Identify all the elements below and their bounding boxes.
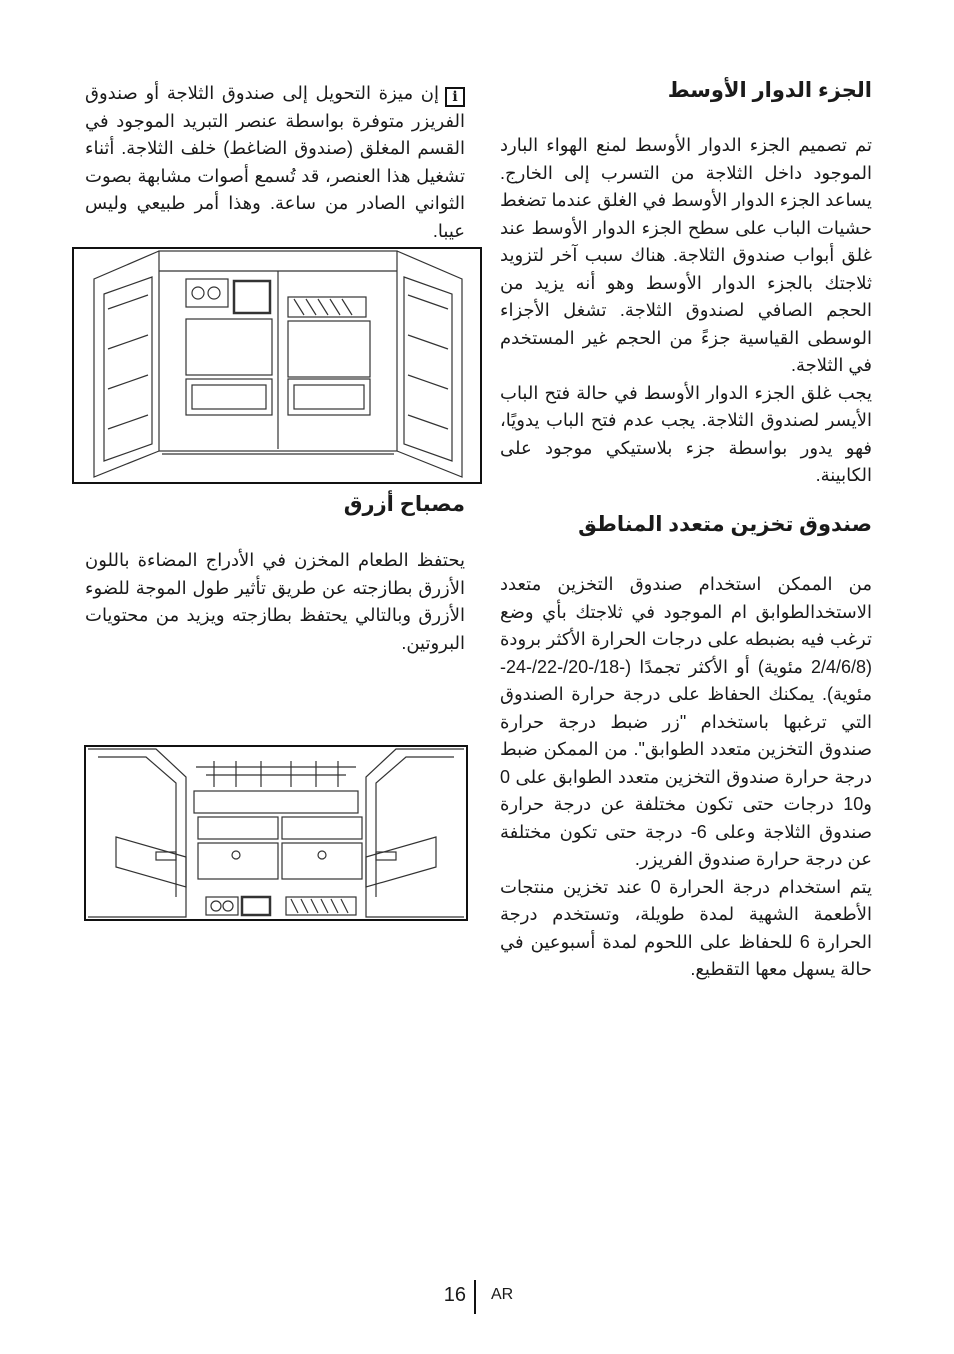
info-note: [85, 80, 465, 245]
fridge-drawers-illustration: [84, 745, 468, 921]
heading-middle-part: الجزء الدوار الأوسط: [667, 79, 872, 102]
middle-part-text: [500, 132, 872, 490]
multizone-para-1: من الممكن استخدام صندوق التخزين متعدد الاستخدالطوابق ام الموجود في ثلاجتك بأي وضع ترغب فيه بضبطه على درجات الحرارة الأكثر برودة (2/4/6/8 مئوية) أو الأكثر تجمدًا (-18/-20/-22/-24- مئوية). يمكنك الحفاظ على درجة حرارة الصندوق التي ترغبها باستخدام "زر ضبط درجة حرارة صندوق التخزين متعدد الطوابق". من الممكن ضبط درجة حرارة صندوق التخزين متعدد الطوابق على 0 و10 درجات حتى تكون مختلفة عن درجة حرارة صندوق الثلاجة وعلى 6- درجة حتى تكون مختلفة عن درجة حرارة صندوق الفريزر.: [500, 574, 873, 869]
page-footer: [0, 1280, 954, 1316]
blue-lamp-text: [85, 547, 465, 657]
multizone-text: [500, 571, 872, 984]
footer-separator: [474, 1280, 476, 1314]
middle-part-para-1: تم تصميم الجزء الدوار الأوسط لمنع الهواء البارد الموجود داخل الثلاجة من التسرب إلى الخارج. يساعد الجزء الدوار الأوسط في الغلق عندما تضغط حشيات الباب على سطح الجزء الدوار الأوسط عند غلق أبواب صندوق الثلاجة. هناك سبب آخر لتزويد ثلاجتك بالجزء الدوار الأوسط وهو أنه يزيد من الحجم الصافي لصندوق الثلاجة. تشغل الأجزاء الوسطى القياسية جزءً من الحجم غير المستخدم في الثلاجة.: [500, 135, 872, 375]
fridge-open-illustration: [72, 247, 482, 484]
heading-blue-lamp: مصباح أزرق: [343, 493, 465, 516]
info-note-text: إن ميزة التحويل إلى صندوق الثلاجة أو صندوق الفريزر متوفرة بواسطة عنصر التبريد الموجود في القسم المغلق (صندوق الضاغط) خلف الثلاجة. أثناء تشغيل هذا العنصر، قد تُسمع أصوات مشابهة بصوت الثواني الصادر من ساعة. وهذا أمر طبيعي وليس عيبا.: [85, 83, 465, 241]
page-number: 16: [443, 1284, 466, 1306]
blue-lamp-para: يحتفظ الطعام المخزن في الأدراج المضاءة باللون الأزرق بطازجته عن طريق تأثير طول الموجة للضوء الأزرق وبالتالي يحتفظ بطازجته ويزيد من محتويات البروتين.: [85, 550, 465, 653]
middle-part-para-2: يجب غلق الجزء الدوار الأوسط في حالة فتح الباب الأيسر لصندوق الثلاجة. يجب عدم فتح الباب يدويًا، فهو يدور بواسطة جزء بلاستيكي موجود على الكابينة.: [500, 382, 872, 485]
multizone-para-2: يتم استخدام درجة الحرارة 0 عند تخزين منتجات الأطعمة الشهية لمدة طويلة، وتستخدم درجة الحرارة 6 للحفاظ على اللحوم لمدة أسبوعين في حالة يسهل معها التقطيع.: [500, 876, 872, 979]
drawers-drawing: [86, 747, 466, 919]
heading-multizone-box: صندوق تخزين متعدد المناطق: [578, 513, 872, 536]
language-code: AR: [491, 1286, 514, 1303]
fridge-drawing: [74, 249, 480, 482]
info-icon: i: [445, 87, 465, 107]
